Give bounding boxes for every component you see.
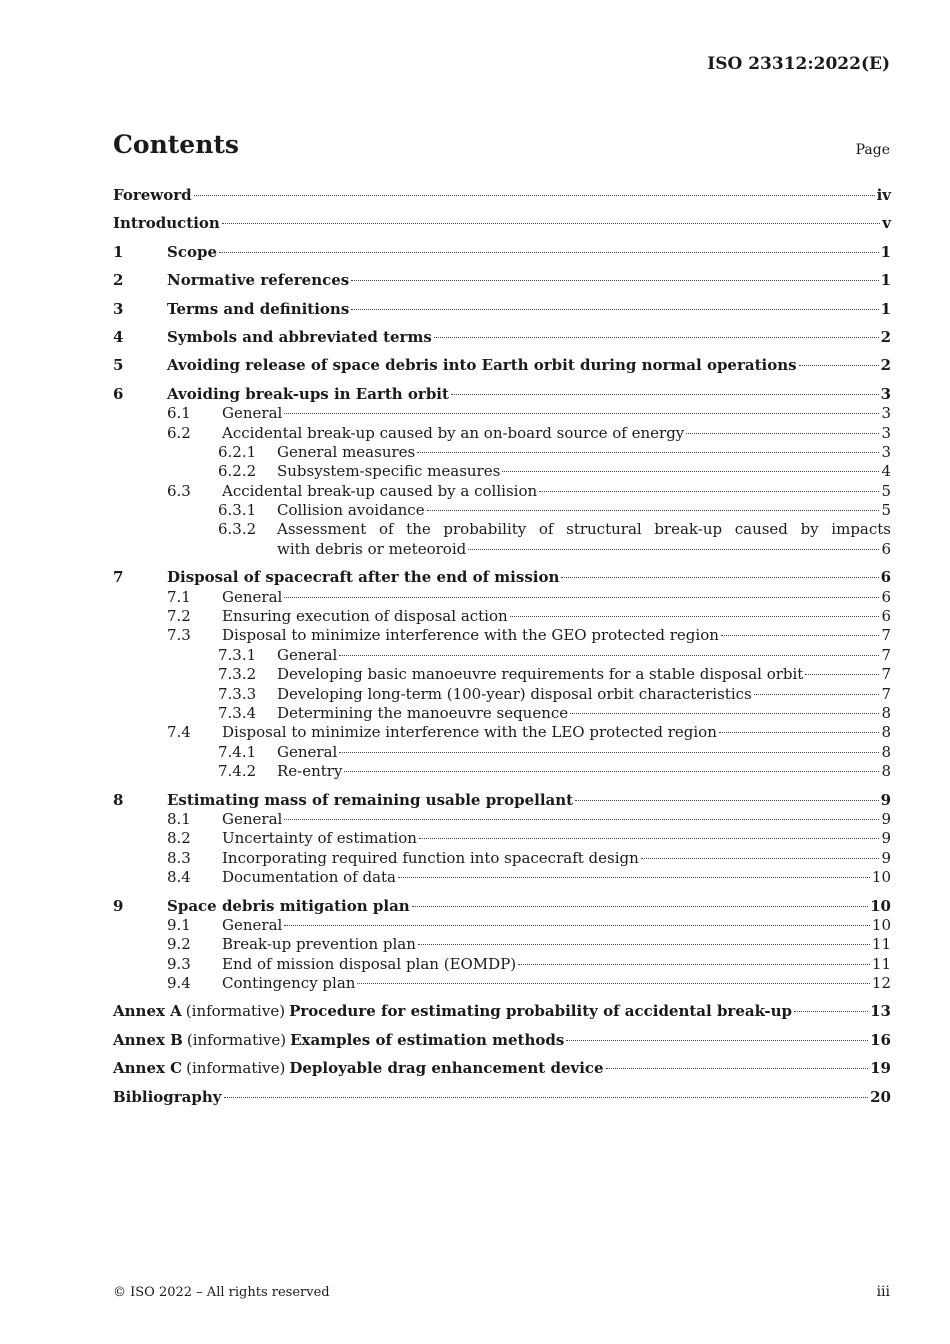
toc-entry-text: Subsystem-specific measures xyxy=(277,462,501,481)
toc-entry-page: 3 xyxy=(881,442,891,461)
toc-entry-page: 2 xyxy=(880,327,891,346)
toc-entry-text: Ensuring execution of disposal action xyxy=(222,607,508,626)
toc-entry-section-8[interactable] xyxy=(113,791,891,810)
toc-entry-section-2[interactable] xyxy=(113,271,891,290)
toc-entry-section-6-2-2[interactable] xyxy=(113,462,891,481)
toc-entry-text: End of mission disposal plan (EOMDP) xyxy=(222,954,517,973)
toc-entry-section-7-3-4[interactable] xyxy=(113,704,891,723)
toc-entry-section-7-3-1[interactable] xyxy=(113,646,891,665)
toc-entry-page: 8 xyxy=(881,762,891,781)
toc-entry-page: 5 xyxy=(881,501,891,520)
toc-entry-section-7-3[interactable] xyxy=(113,626,891,645)
toc-entry-text: General xyxy=(277,742,338,761)
toc-entry-text: Symbols and abbreviated terms xyxy=(167,327,432,346)
toc-entry-page: 9 xyxy=(881,848,891,867)
dot-leader xyxy=(566,1040,868,1041)
toc-entry-number: 8.1 xyxy=(167,809,191,828)
dot-leader xyxy=(805,674,879,675)
toc-entry-page: 6 xyxy=(880,568,891,587)
toc-entry-section-7-3-3[interactable] xyxy=(113,685,891,704)
toc-entry-number: 6 xyxy=(113,384,124,403)
toc-entry-page: 7 xyxy=(881,645,891,664)
annex-type: (informative) xyxy=(185,1002,286,1021)
toc-entry-section-8-2[interactable] xyxy=(113,829,891,848)
toc-entry-section-1[interactable] xyxy=(113,243,891,262)
dot-leader xyxy=(398,877,870,878)
dot-leader xyxy=(570,713,879,714)
dot-leader xyxy=(502,471,879,472)
toc-entry-introduction[interactable] xyxy=(113,214,891,233)
dot-leader xyxy=(794,1011,868,1012)
toc-entry-bibliography[interactable] xyxy=(113,1088,891,1107)
toc-entry-number: 7 xyxy=(113,568,124,587)
toc-entry-page: 8 xyxy=(881,742,891,761)
dot-leader xyxy=(284,597,879,598)
toc-entry-number: 5 xyxy=(113,356,124,375)
toc-entry-text: Disposal to minimize interference with the GEO protected region xyxy=(222,626,719,645)
toc-entry-number: 8.4 xyxy=(167,868,191,887)
toc-entry-section-8-4[interactable] xyxy=(113,868,891,887)
toc-entry-text: Re-entry xyxy=(277,762,343,781)
toc-entry-section-6-2-1[interactable] xyxy=(113,443,891,462)
toc-entry-text: Normative references xyxy=(167,271,350,290)
toc-entry-page: 6 xyxy=(881,587,891,606)
annex-type: (informative) xyxy=(186,1059,286,1078)
toc-entry-section-6-3-1[interactable] xyxy=(113,501,891,520)
toc-entry-section-7[interactable] xyxy=(113,568,891,587)
toc-entry-number: 7.4.1 xyxy=(218,742,257,761)
toc-entry-page: 11 xyxy=(871,954,891,973)
toc-entry-number: 6.3 xyxy=(167,481,191,500)
toc-entry-page: 20 xyxy=(870,1087,891,1106)
toc-entry-text: Introduction xyxy=(113,214,220,233)
toc-entry-text-line-2: with debris or meteoroid xyxy=(277,539,467,558)
toc-entry-section-7-4-1[interactable] xyxy=(113,743,891,762)
toc-entry-section-6-1[interactable] xyxy=(113,404,891,423)
toc-entry-number: 7.3.2 xyxy=(218,665,257,684)
toc-entry-page: 6 xyxy=(881,607,891,626)
toc-entry-text: Incorporating required function into spacecraft design xyxy=(222,848,639,867)
dot-leader xyxy=(284,819,879,820)
toc-entry-annex-a[interactable] xyxy=(113,1002,891,1021)
toc-entry-page: 10 xyxy=(871,915,891,934)
dot-leader xyxy=(222,223,880,224)
toc-entry-number: 7.3.3 xyxy=(218,684,257,703)
toc-entry-section-9-2[interactable] xyxy=(113,935,891,954)
dot-leader xyxy=(351,309,878,310)
toc-entry-page: 8 xyxy=(881,704,891,723)
toc-entry-page: 7 xyxy=(881,665,891,684)
toc-entry-text: Break-up prevention plan xyxy=(222,935,416,954)
dot-leader xyxy=(284,413,879,414)
toc-entry-text: General xyxy=(222,404,283,423)
toc-entry-section-7-1[interactable] xyxy=(113,588,891,607)
dot-leader xyxy=(224,1097,869,1098)
toc-entry-section-9-3[interactable] xyxy=(113,955,891,974)
toc-entry-page: 7 xyxy=(881,626,891,645)
toc-entry-number: 9.4 xyxy=(167,974,191,993)
toc-entry-text: Estimating mass of remaining usable propellant xyxy=(167,790,574,809)
toc-entry-number: 8.2 xyxy=(167,829,191,848)
toc-entry-number: 9.1 xyxy=(167,915,191,934)
toc-entry-page: 10 xyxy=(871,868,891,887)
toc-entry-number: 6.3.2 xyxy=(218,520,257,539)
toc-entry-number: 9.2 xyxy=(167,935,191,954)
toc-entry-text: Accidental break-up caused by an on-board source of energy xyxy=(222,423,685,442)
toc-entry-page: 12 xyxy=(871,974,891,993)
dot-leader xyxy=(344,771,879,772)
toc-entry-text: Developing long-term (100-year) disposal orbit characteristics xyxy=(277,684,752,703)
dot-leader xyxy=(339,752,879,753)
toc-entry-section-8-3[interactable] xyxy=(113,849,891,868)
dot-leader xyxy=(754,694,880,695)
dot-leader xyxy=(561,577,878,578)
page-title: Contents xyxy=(113,130,240,159)
dot-leader xyxy=(518,964,870,965)
dot-leader xyxy=(719,732,880,733)
toc-entry-page: 5 xyxy=(881,481,891,500)
table-of-contents xyxy=(113,186,891,1107)
toc-entry-number: 7.2 xyxy=(167,607,191,626)
toc-entry-section-7-2[interactable] xyxy=(113,607,891,626)
toc-entry-page: 9 xyxy=(881,829,891,848)
toc-entry-section-8-1[interactable] xyxy=(113,810,891,829)
toc-entry-text: Contingency plan xyxy=(222,974,356,993)
toc-entry-number: 6.2 xyxy=(167,423,191,442)
toc-entry-section-9[interactable] xyxy=(113,897,891,916)
toc-entry-page: 3 xyxy=(881,404,891,423)
dot-leader xyxy=(606,1068,869,1069)
toc-entry-number: 8.3 xyxy=(167,848,191,867)
toc-entry-page: 19 xyxy=(870,1059,891,1078)
toc-entry-number: 9 xyxy=(113,896,124,915)
toc-entry-text: General measures xyxy=(277,442,416,461)
toc-entry-page: 10 xyxy=(870,896,891,915)
toc-entry-number: 3 xyxy=(113,299,124,318)
toc-entry-text: Determining the manoeuvre sequence xyxy=(277,704,569,723)
toc-entry-page: 16 xyxy=(870,1030,891,1049)
toc-entry-section-6[interactable] xyxy=(113,385,891,404)
toc-entry-page: 1 xyxy=(880,242,891,261)
toc-entry-page: 9 xyxy=(881,809,891,828)
toc-entry-text: General xyxy=(277,645,338,664)
toc-entry-text: General xyxy=(222,587,283,606)
copyright-notice: © ISO 2022 – All rights reserved xyxy=(113,1285,330,1300)
dot-leader xyxy=(412,906,868,907)
toc-entry-number: 7.4.2 xyxy=(218,762,257,781)
toc-entry-text: Procedure for estimating probability of accidental break-up xyxy=(289,1002,793,1021)
toc-entry-text: Avoiding release of space debris into Earth orbit during normal operations xyxy=(167,356,797,375)
page-column-label: Page xyxy=(855,142,890,158)
annex-label: Annex B xyxy=(113,1030,183,1049)
toc-entry-text: Scope xyxy=(167,242,218,261)
toc-entry-number: 9.3 xyxy=(167,954,191,973)
dot-leader xyxy=(194,195,875,196)
toc-entry-text-line-1: Assessment of the probability of structural break-up caused by impacts xyxy=(277,520,891,539)
toc-entry-section-5[interactable] xyxy=(113,356,891,375)
dot-leader xyxy=(510,616,880,617)
toc-entry-page: 3 xyxy=(880,384,891,403)
toc-entry-section-6-3[interactable] xyxy=(113,482,891,501)
toc-entry-text: Space debris mitigation plan xyxy=(167,896,410,915)
annex-label: Annex A xyxy=(113,1002,182,1021)
toc-entry-section-6-3-2[interactable] xyxy=(113,520,891,559)
dot-leader xyxy=(284,925,870,926)
dot-leader xyxy=(575,800,878,801)
dot-leader xyxy=(451,394,879,395)
toc-entry-number: 6.2.2 xyxy=(218,462,257,481)
toc-entry-page: 1 xyxy=(880,299,891,318)
dot-leader xyxy=(418,944,870,945)
toc-entry-page: 13 xyxy=(870,1002,891,1021)
toc-entry-section-7-4[interactable] xyxy=(113,723,891,742)
toc-entry-text: Foreword xyxy=(113,186,192,204)
toc-entry-annex-c[interactable] xyxy=(113,1059,891,1078)
toc-entry-text: Uncertainty of estimation xyxy=(222,829,417,848)
toc-entry-text: Deployable drag enhancement device xyxy=(289,1059,604,1078)
toc-entry-text: Documentation of data xyxy=(222,868,397,887)
toc-entry-number: 8 xyxy=(113,790,124,809)
toc-entry-page: 6 xyxy=(881,539,891,558)
dot-leader xyxy=(417,452,879,453)
toc-entry-page: v xyxy=(882,214,891,233)
dot-leader xyxy=(721,635,880,636)
toc-entry-page: 11 xyxy=(871,935,891,954)
dot-leader xyxy=(539,491,879,492)
page-number: iii xyxy=(876,1284,890,1300)
dot-leader xyxy=(427,510,880,511)
dot-leader xyxy=(641,858,880,859)
toc-entry-text: Collision avoidance xyxy=(277,501,425,520)
toc-entry-section-7-4-2[interactable] xyxy=(113,762,891,781)
toc-entry-page: 7 xyxy=(881,684,891,703)
toc-entry-page: 9 xyxy=(880,790,891,809)
toc-entry-page: 3 xyxy=(881,423,891,442)
toc-entry-section-4[interactable] xyxy=(113,328,891,347)
toc-entry-text: Accidental break-up caused by a collision xyxy=(222,481,538,500)
toc-entry-section-9-4[interactable] xyxy=(113,974,891,993)
toc-entry-text: Avoiding break-ups in Earth orbit xyxy=(167,384,449,403)
dot-leader xyxy=(799,365,879,366)
dot-leader xyxy=(357,983,869,984)
toc-entry-page: 4 xyxy=(881,462,891,481)
toc-entry-section-3[interactable] xyxy=(113,300,891,319)
toc-entry-number: 7.4 xyxy=(167,723,191,742)
toc-entry-foreword[interactable] xyxy=(113,186,891,205)
toc-entry-number: 7.3.1 xyxy=(218,645,257,664)
toc-entry-text: Disposal to minimize interference with the LEO protected region xyxy=(222,723,717,742)
dot-leader xyxy=(468,549,879,550)
toc-entry-page: 1 xyxy=(880,271,891,290)
annex-label: Annex C xyxy=(113,1059,183,1078)
toc-entry-section-9-1[interactable] xyxy=(113,916,891,935)
toc-entry-text: Disposal of spacecraft after the end of mission xyxy=(167,568,560,587)
toc-entry-section-6-2[interactable] xyxy=(113,424,891,443)
toc-entry-text: General xyxy=(222,915,283,934)
toc-entry-page: 8 xyxy=(881,723,891,742)
standard-identifier: ISO 23312:2022(E) xyxy=(707,54,890,74)
toc-entry-number: 6.3.1 xyxy=(218,501,257,520)
dot-leader xyxy=(419,838,880,839)
toc-entry-number: 6.1 xyxy=(167,404,191,423)
toc-entry-page: 2 xyxy=(880,356,891,375)
dot-leader xyxy=(686,433,879,434)
toc-entry-number: 7.3 xyxy=(167,626,191,645)
toc-entry-text: Examples of estimation methods xyxy=(290,1030,565,1049)
dot-leader xyxy=(339,655,879,656)
toc-entry-text: Bibliography xyxy=(113,1087,222,1106)
dot-leader xyxy=(434,337,879,338)
dot-leader xyxy=(219,252,879,253)
toc-entry-text: Developing basic manoeuvre requirements for a stable disposal orbit xyxy=(277,665,804,684)
dot-leader xyxy=(351,280,878,281)
toc-entry-number: 4 xyxy=(113,327,124,346)
toc-entry-text: Terms and definitions xyxy=(167,299,350,318)
toc-entry-page: iv xyxy=(876,186,891,204)
toc-entry-number: 7.3.4 xyxy=(218,704,257,723)
toc-entry-number: 1 xyxy=(113,242,124,261)
toc-entry-text: General xyxy=(222,809,283,828)
toc-entry-number: 6.2.1 xyxy=(218,442,257,461)
annex-type: (informative) xyxy=(186,1030,287,1049)
toc-entry-number: 7.1 xyxy=(167,587,191,606)
toc-entry-annex-b[interactable] xyxy=(113,1031,891,1050)
toc-entry-section-7-3-2[interactable] xyxy=(113,665,891,684)
toc-entry-number: 2 xyxy=(113,271,124,290)
